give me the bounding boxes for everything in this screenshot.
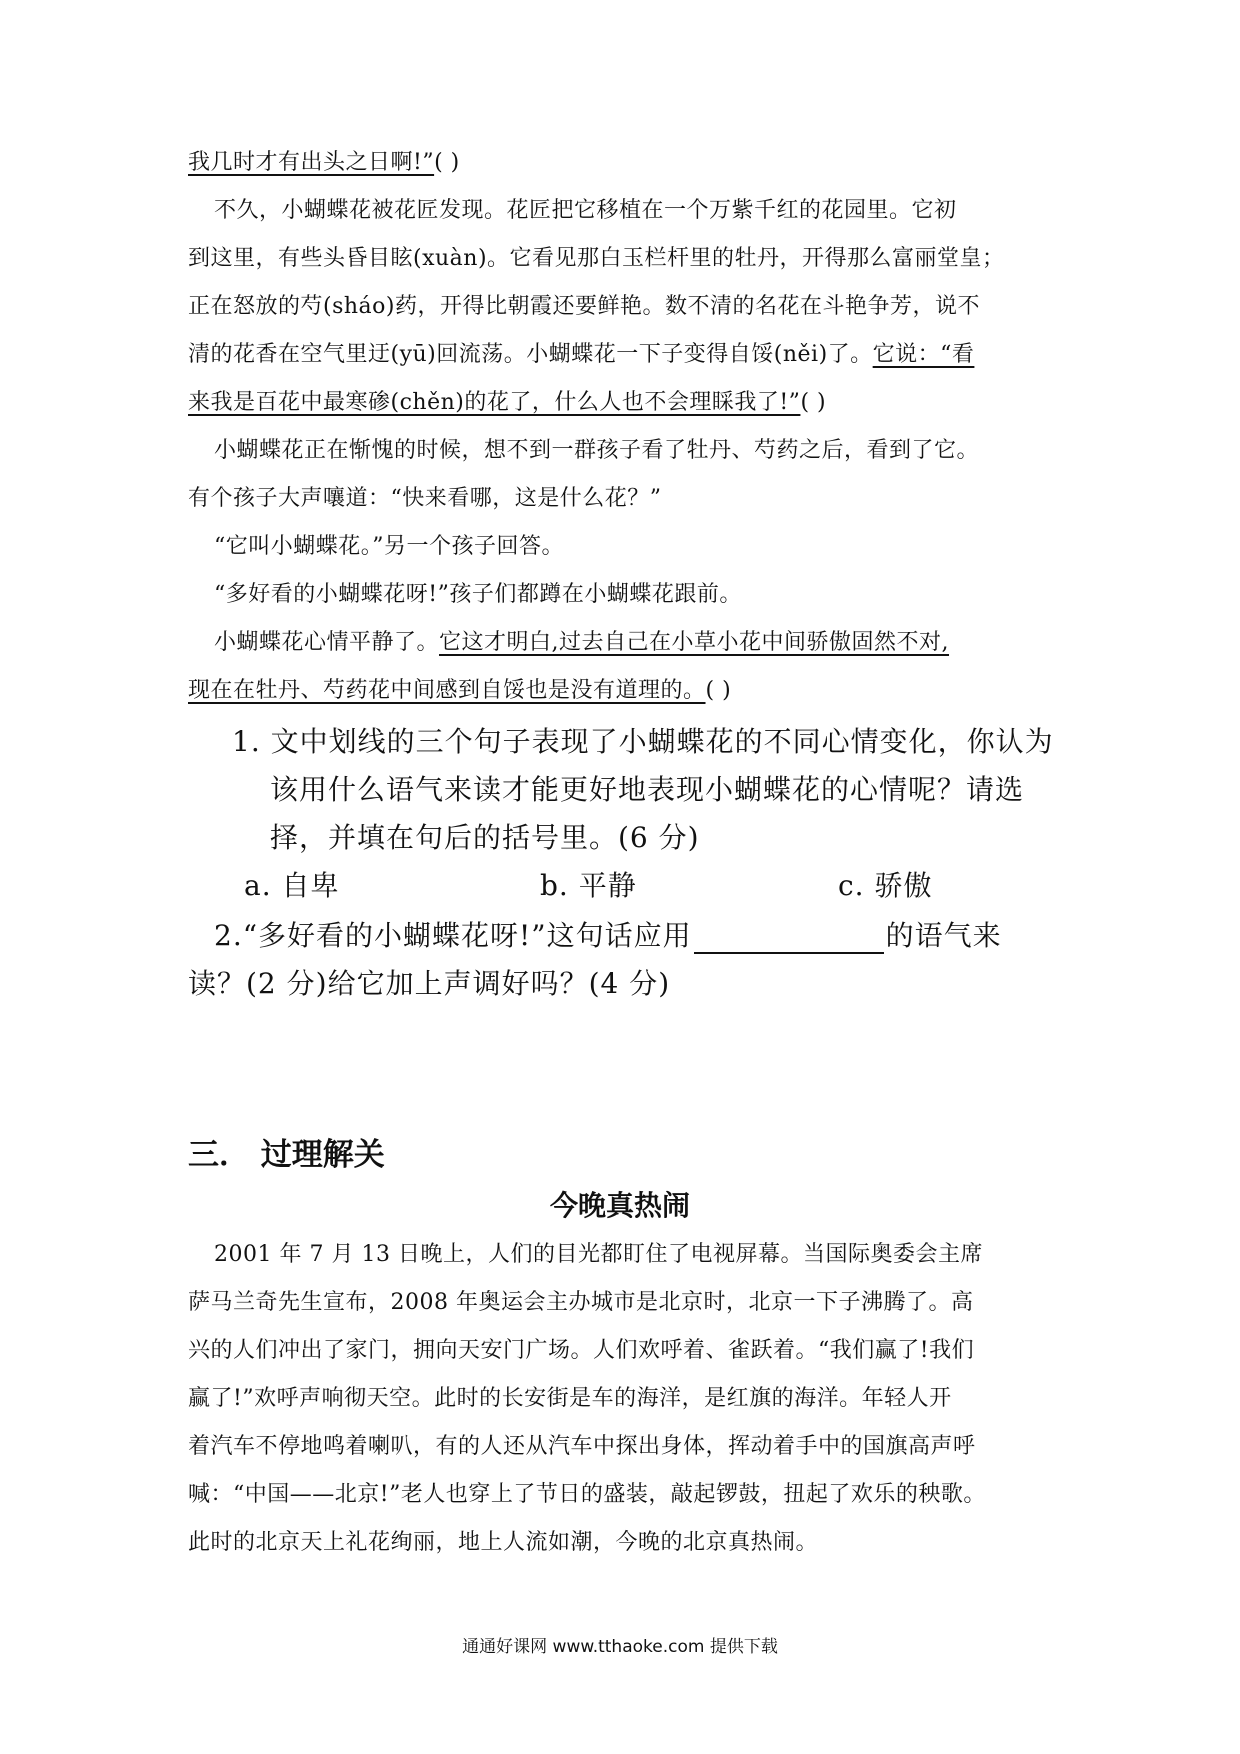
question-2-line-2: 读？(2 分)给它加上声调好吗？(4 分) — [188, 967, 671, 1000]
option-b: b. 平静 — [540, 869, 637, 902]
underlined-sentence-3-end: 现在在牡丹、芍药花中间感到自馁也是没有道理的。 — [188, 678, 706, 703]
passage1-line-7: 小蝴蝶花正在惭愧的时候，想不到一群孩子看了牡丹、芍药之后，看到了它。 — [214, 438, 980, 463]
underlined-sentence-1-end: 我几时才有出头之日啊!” — [188, 150, 435, 175]
question-1-line-1: 1. 文中划线的三个句子表现了小蝴蝶花的不同心情变化，你认为 — [232, 725, 1054, 758]
passage1-line-2: 不久，小蝴蝶花被花匠发现。花匠把它移植在一个万紫千红的花园里。它初 — [214, 198, 957, 223]
passage1-line-9: “它叫小蝴蝶花。”另一个孩子回答。 — [214, 534, 564, 559]
passage2-line-3: 兴的人们冲出了家门，拥向天安门广场。人们欢呼着、雀跃着。“我们赢了!我们 — [188, 1338, 975, 1363]
question-1-line-3: 择，并填在句后的括号里。(6 分) — [270, 821, 700, 854]
passage1-line-10: “多好看的小蝴蝶花呀!”孩子们都蹲在小蝴蝶花跟前。 — [214, 582, 742, 607]
passage2-line-1: 2001 年 7 月 13 日晚上，人们的目光都盯住了电视屏幕。当国际奥委会主席 — [214, 1242, 983, 1267]
question-2-text: 2.“多好看的小蝴蝶花呀!”这句话应用 — [214, 919, 692, 952]
passage2-line-2: 萨马兰奇先生宣布，2008 年奥运会主办城市是北京时，北京一下子沸腾了。高 — [188, 1290, 974, 1315]
option-c: c. 骄傲 — [838, 869, 933, 902]
underlined-sentence-2-end: 来我是百花中最寒碜(chěn)的花了，什么人也不会理睬我了!” — [188, 390, 801, 415]
answer-bracket-2: ( ) — [800, 390, 827, 415]
section-heading: 三． 过理解关 — [188, 1137, 385, 1173]
question-2-text-end: 的语气来 — [885, 919, 1002, 952]
answer-blank[interactable] — [694, 924, 884, 954]
question-2-line-1 — [214, 918, 1002, 954]
passage1-line-1 — [188, 148, 460, 178]
answer-bracket-3: ( ) — [705, 678, 732, 703]
passage1-line-5-text: 清的花香在空气里迂(yū)回流荡。小蝴蝶花一下子变得自馁(něi)了。 — [188, 342, 873, 367]
passage1-line-5 — [188, 340, 974, 370]
passage1-line-12 — [188, 676, 731, 706]
passage1-line-3: 到这里，有些头昏目眩(xuàn)。它看见那白玉栏杆里的牡丹，开得那么富丽堂皇； — [188, 246, 1005, 271]
underlined-sentence-2-start: 它说：“看 — [872, 342, 975, 367]
passage-title: 今晚真热闹 — [549, 1189, 690, 1222]
passage2-line-7: 此时的北京天上礼花绚丽，地上人流如潮，今晚的北京真热闹。 — [188, 1530, 819, 1555]
passage1-line-11-text: 小蝴蝶花心情平静了。 — [214, 630, 440, 655]
answer-bracket-1: ( ) — [434, 150, 460, 175]
underlined-sentence-3-start: 它这才明白,过去自己在小草小花中间骄傲固然不对, — [439, 630, 950, 655]
passage2-line-5: 着汽车不停地鸣着喇叭，有的人还从汽车中探出身体，挥动着手中的国旗高声呼 — [188, 1434, 976, 1459]
option-a: a. 自卑 — [244, 869, 340, 902]
question-1-line-2: 该用什么语气来读才能更好地表现小蝴蝶花的心情呢？请选 — [270, 773, 1025, 806]
passage1-line-8: 有个孩子大声嚷道：“快来看哪，这是什么花？” — [188, 486, 662, 511]
passage2-line-6: 喊：“中国——北京!”老人也穿上了节日的盛装，敲起锣鼓，扭起了欢乐的秧歌。 — [188, 1482, 986, 1507]
passage1-line-6 — [188, 388, 826, 418]
passage2-line-4: 赢了!”欢呼声响彻天空。此时的长安街是车的海洋，是红旗的海洋。年轻人开 — [188, 1386, 952, 1411]
passage1-line-4: 正在怒放的芍(sháo)药，开得比朝霞还要鲜艳。数不清的名花在斗艳争芳，说不 — [188, 294, 980, 319]
passage1-line-11 — [214, 628, 949, 658]
page-footer: 通通好课网 www.tthaoke.com 提供下载 — [462, 1637, 778, 1657]
